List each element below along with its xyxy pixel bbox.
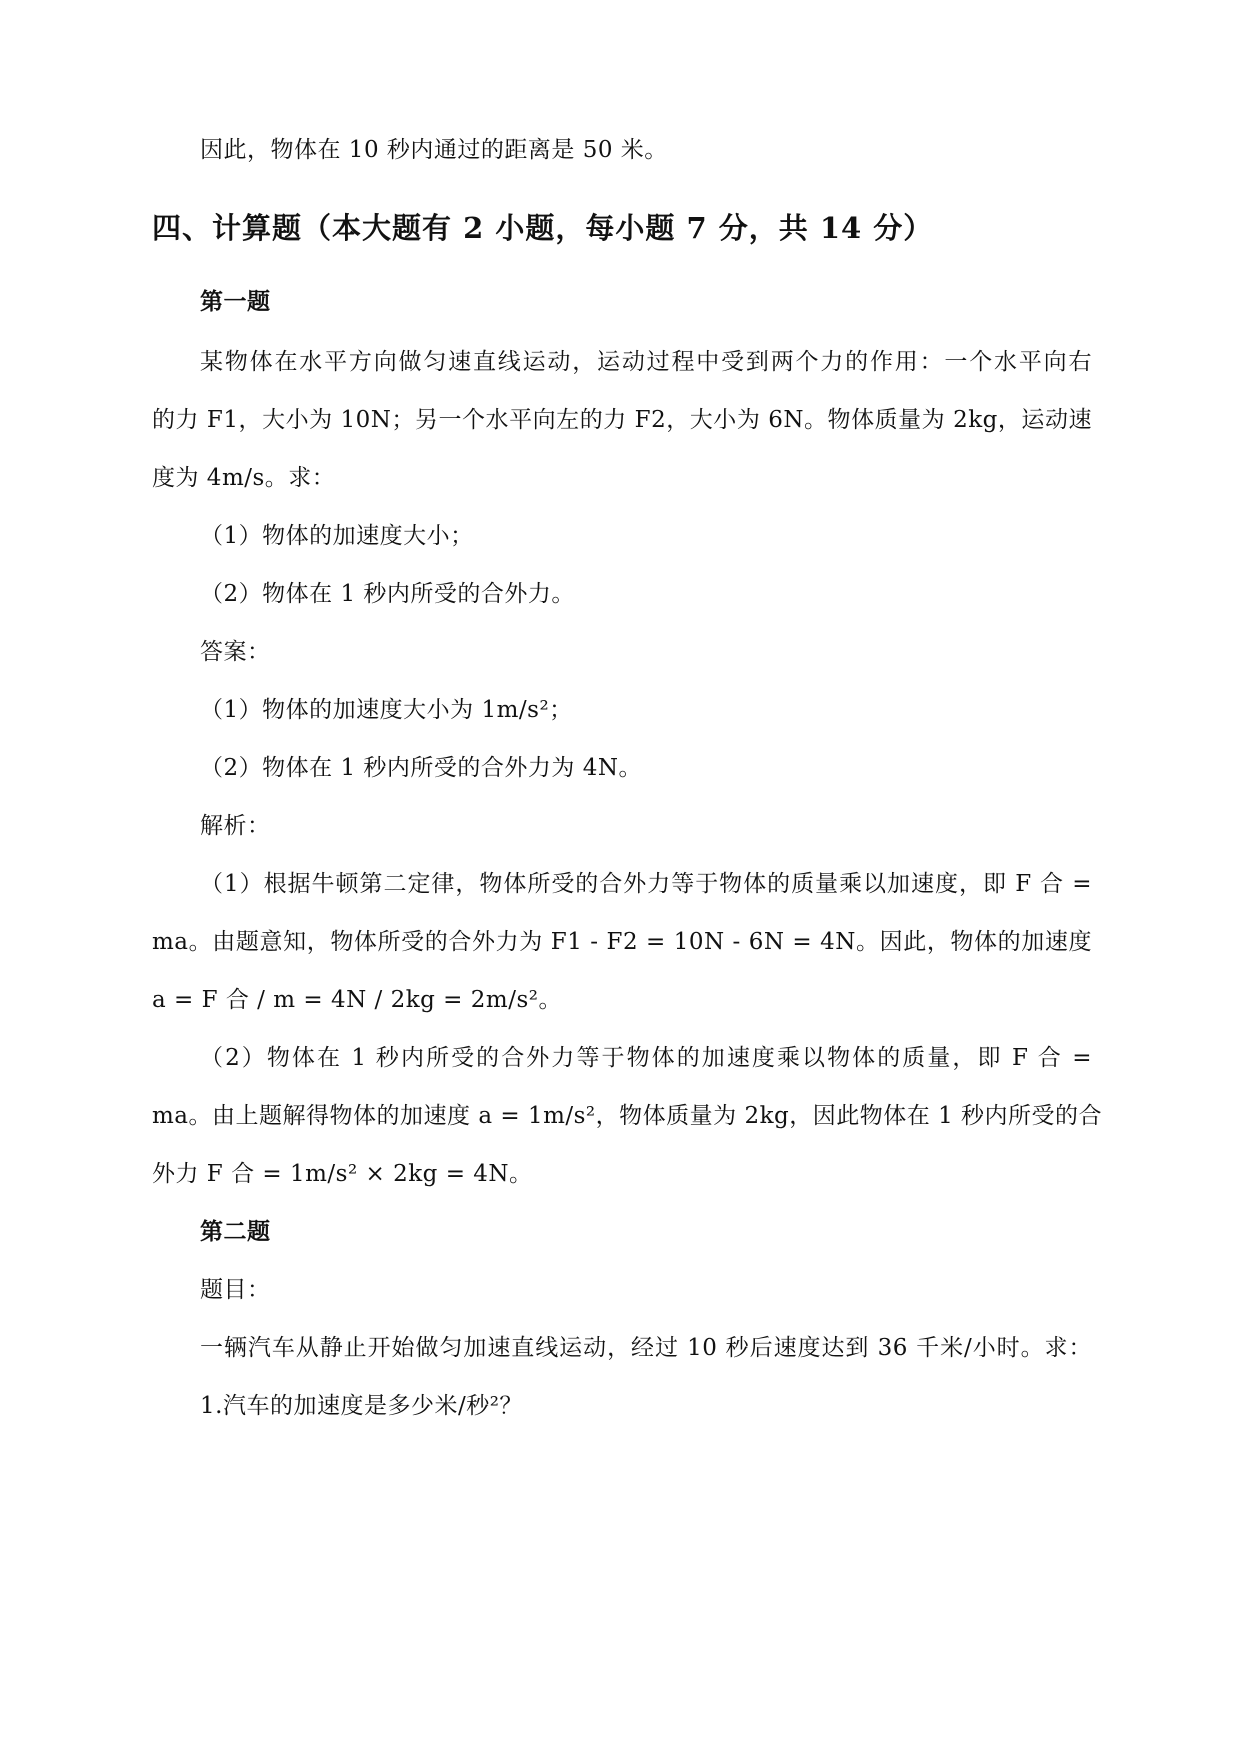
question-title-1: 第一题: [200, 288, 271, 315]
paragraph-line: 某物体在水平方向做匀速直线运动，运动过程中受到两个力的作用：一个水平向右: [200, 349, 1092, 375]
question-title-2: 第二题: [200, 1218, 271, 1245]
paragraph-line: （1）根据牛顿第二定律，物体所受的合外力等于物体的质量乘以加速度，即 F 合 =: [200, 871, 1092, 897]
question-item: （2）物体在 1 秒内所受的合外力。: [200, 581, 575, 607]
answer-label: 答案：: [200, 639, 271, 665]
paragraph-line: （2）物体在 1 秒内所受的合外力等于物体的加速度乘以物体的质量，即 F 合 =: [200, 1045, 1092, 1071]
answer-item: （1）物体的加速度大小为 1m/s²；: [200, 697, 573, 723]
analysis-label: 解析：: [200, 813, 271, 839]
paragraph-line: 的力 F1，大小为 10N；另一个水平向左的力 F2，大小为 6N。物体质量为 2kg，运动速: [152, 407, 1092, 433]
paragraph-line: 因此，物体在 10 秒内通过的距离是 50 米。: [200, 137, 668, 163]
question-label: 题目：: [200, 1277, 271, 1303]
question-item: （1）物体的加速度大小；: [200, 523, 474, 549]
paragraph-line: ma。由题意知，物体所受的合外力为 F1 - F2 = 10N - 6N = 4N。因此，物体的加速度: [152, 929, 1092, 955]
section-heading: 四、计算题（本大题有 2 小题，每小题 7 分，共 14 分）: [152, 211, 934, 245]
paragraph-line: 外力 F 合 = 1m/s² × 2kg = 4N。: [152, 1161, 533, 1187]
answer-item: （2）物体在 1 秒内所受的合外力为 4N。: [200, 755, 642, 781]
paragraph-line: 度为 4m/s。求：: [152, 465, 336, 491]
paragraph-line: 一辆汽车从静止开始做匀加速直线运动，经过 10 秒后速度达到 36 千米/小时。求：: [200, 1335, 1092, 1361]
question-item: 1.汽车的加速度是多少米/秒²？: [200, 1393, 523, 1419]
paragraph-line: a = F 合 / m = 4N / 2kg = 2m/s²。: [152, 987, 562, 1013]
paragraph-line: ma。由上题解得物体的加速度 a = 1m/s²，物体质量为 2kg，因此物体在 1 秒内所受的合: [152, 1103, 1103, 1129]
